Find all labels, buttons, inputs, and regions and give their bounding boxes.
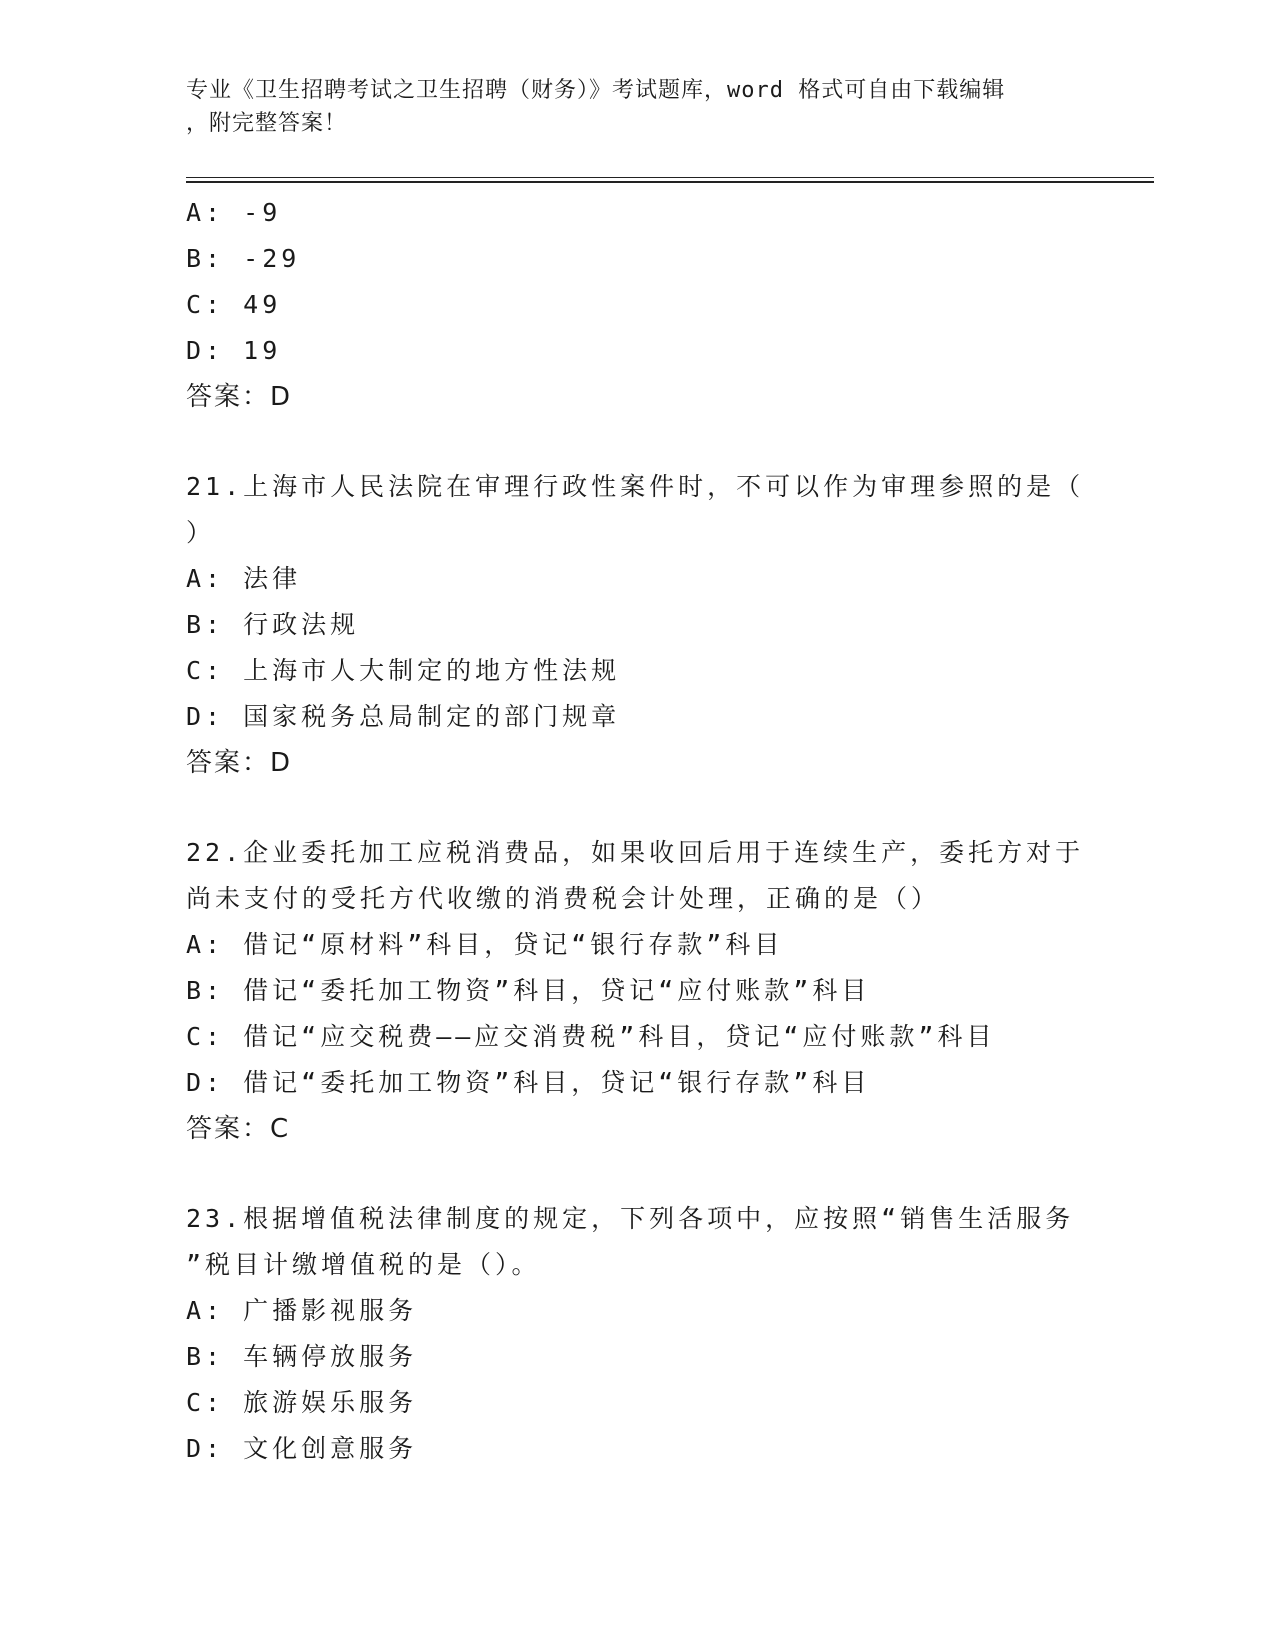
question-stem-line-2: ”税目计缴增值税的是（）。 [186, 1250, 541, 1279]
question-20-tail [186, 190, 1086, 420]
header-divider-thin [186, 177, 1154, 178]
question-stem-line-1: 23.根据增值税法律制度的规定，下列各项中，应按照“销售生活服务 [186, 1204, 1075, 1233]
option-a: A: 广播影视服务 [186, 1296, 418, 1325]
option-d: D: 国家税务总局制定的部门规章 [186, 702, 621, 731]
question-23 [186, 1196, 1086, 1472]
option-a: A: 法律 [186, 564, 302, 593]
answer-line: 答案：D [186, 748, 293, 778]
option-c: C: 上海市人大制定的地方性法规 [186, 656, 621, 685]
spacer [186, 420, 1086, 464]
option-a: A: 借记“原材料”科目，贷记“银行存款”科目 [186, 930, 784, 959]
document-body [186, 190, 1086, 1472]
spacer [186, 786, 1086, 830]
option-d: D: 文化创意服务 [186, 1434, 418, 1463]
header-line-2: ，附完整答案！ [186, 111, 348, 136]
option-b: B: 行政法规 [186, 610, 360, 639]
option-d: D: 借记“委托加工物资”科目，贷记“银行存款”科目 [186, 1068, 871, 1097]
answer-line: 答案：C [186, 1114, 291, 1144]
question-stem-line-1: 21.上海市人民法院在审理行政性案件时，不可以作为审理参照的是（ [186, 472, 1085, 501]
option-c: C: 旅游娱乐服务 [186, 1388, 418, 1417]
option-d: D: 19 [186, 336, 282, 365]
question-21 [186, 464, 1086, 786]
option-c: C: 49 [186, 290, 282, 319]
option-b: B: 借记“委托加工物资”科目，贷记“应付账款”科目 [186, 976, 871, 1005]
document-header [186, 74, 1066, 140]
header-line-1: 专业《卫生招聘考试之卫生招聘（财务）》考试题库，word 格式可自由下载编辑 [186, 78, 1006, 103]
question-22 [186, 830, 1086, 1152]
question-stem-line-1: 22.企业委托加工应税消费品，如果收回后用于连续生产，委托方对于 [186, 838, 1085, 867]
option-a: A: -9 [186, 198, 282, 227]
question-stem-line-2: ） [186, 518, 216, 547]
answer-line: 答案：D [186, 382, 293, 412]
option-b: B: -29 [186, 244, 301, 273]
option-c: C: 借记“应交税费——应交消费税”科目，贷记“应付账款”科目 [186, 1022, 996, 1051]
option-b: B: 车辆停放服务 [186, 1342, 418, 1371]
question-stem-line-2: 尚未支付的受托方代收缴的消费税会计处理，正确的是（） [186, 884, 941, 913]
header-divider-thick [186, 181, 1154, 183]
spacer [186, 1152, 1086, 1196]
